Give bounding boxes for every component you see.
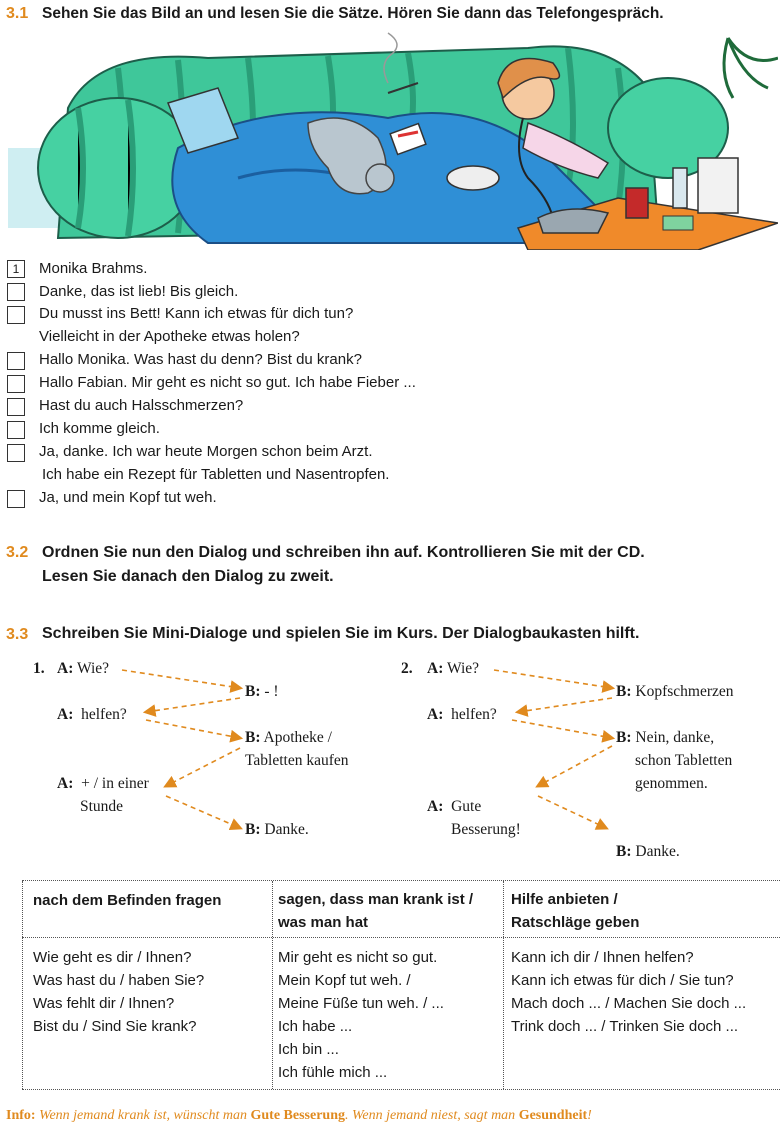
dialog-1-number: 1. xyxy=(33,660,45,677)
dialog-1-a3: A: + / in einer xyxy=(57,775,149,792)
dialog-2-a3-line-2: Besserung! xyxy=(451,821,521,838)
dialog-2-b2: B: Nein, danke, xyxy=(616,729,715,746)
table-header-2-line-2: was man hat xyxy=(278,914,369,931)
dialog-2-a2: A: helfen? xyxy=(427,706,497,723)
table-cell: Bist du / Sind Sie krank? xyxy=(33,1018,197,1035)
sentence-4: Hallo Monika. Was hast du denn? Bist du krank? xyxy=(39,351,362,368)
table-header-3-line-1: Hilfe anbieten / xyxy=(511,891,618,908)
exercise-title-3-3: Schreiben Sie Mini-Dialoge und spielen Sie im Kurs. Der Dialogbaukasten hilft. xyxy=(42,625,640,642)
sentence-5: Hallo Fabian. Mir geht es nicht so gut. Ich habe Fieber ... xyxy=(39,374,416,391)
exercise-title-3-1: Sehen Sie das Bild an und lesen Sie die Sätze. Hören Sie dann das Telefongespräch. xyxy=(42,5,664,22)
dialog-1-a1: A: Wie? xyxy=(57,660,110,677)
order-checkbox[interactable] xyxy=(7,375,25,393)
dialog-1-b3: B: Danke. xyxy=(245,821,309,838)
sentence-8-line-1: Ja, danke. Ich war heute Morgen schon beim Arzt. xyxy=(39,443,373,460)
table-cell: Wie geht es dir / Ihnen? xyxy=(33,949,192,966)
order-checkbox[interactable]: 1 xyxy=(7,260,25,278)
order-checkbox[interactable] xyxy=(7,490,25,508)
table-cell: Meine Füße tun weh. / ... xyxy=(278,995,444,1012)
table-cell: Mach doch ... / Machen Sie doch ... xyxy=(511,995,747,1012)
table-cell: Ich bin ... xyxy=(278,1041,339,1058)
sentence-8-line-2: Ich habe ein Rezept für Tabletten und Nasentropfen. xyxy=(42,466,390,483)
dialog-1-b2: B: Apotheke / xyxy=(245,729,332,746)
dialog-1-a2: A: helfen? xyxy=(57,706,127,723)
dialog-1-b2-line-2: Tabletten kaufen xyxy=(245,752,349,769)
table-cell: Kann ich dir / Ihnen helfen? xyxy=(511,949,694,966)
order-checkbox[interactable] xyxy=(7,306,25,324)
table-cell: Was fehlt dir / Ihnen? xyxy=(33,995,175,1012)
table-cell: Kann ich etwas für dich / Sie tun? xyxy=(511,972,734,989)
order-checkbox[interactable] xyxy=(7,352,25,370)
dialog-2-number: 2. xyxy=(401,660,413,677)
phrase-table xyxy=(22,880,780,1090)
exercise-number-3-2: 3.2 xyxy=(6,544,29,561)
dialog-1-b1: B: - ! xyxy=(245,683,279,700)
dialog-2-b2-line-2: schon Tabletten xyxy=(635,752,733,769)
table-header-1: nach dem Befinden fragen xyxy=(33,892,222,909)
table-cell: Trink doch ... / Trinken Sie doch ... xyxy=(511,1018,739,1035)
order-checkbox[interactable] xyxy=(7,444,25,462)
exercise-number-3-3: 3.3 xyxy=(6,626,29,643)
exercise-title-3-2-line-1: Ordnen Sie nun den Dialog und schreiben ihn auf. Kontrollieren Sie mit der CD. xyxy=(42,544,645,561)
table-cell: Mein Kopf tut weh. / xyxy=(278,972,411,989)
dialog-1-a3-line-2: Stunde xyxy=(80,798,124,815)
dialog-2-a3: A: Gute xyxy=(427,798,482,815)
sentence-3-line-1: Du musst ins Bett! Kann ich etwas für dich tun? xyxy=(39,305,354,322)
order-checkbox[interactable] xyxy=(7,398,25,416)
dialog-2-b2-line-3: genommen. xyxy=(635,775,708,792)
order-checkbox[interactable] xyxy=(7,421,25,439)
sentence-1: Monika Brahms. xyxy=(39,260,148,277)
dialog-2-a1: A: Wie? xyxy=(427,660,480,677)
table-cell: Was hast du / haben Sie? xyxy=(33,972,205,989)
table-cell: Ich fühle mich ... xyxy=(278,1064,388,1081)
table-header-3-line-2: Ratschläge geben xyxy=(511,914,640,931)
sentence-2: Danke, das ist lieb! Bis gleich. xyxy=(39,283,239,300)
sentence-3-line-2: Vielleicht in der Apotheke etwas holen? xyxy=(39,328,300,345)
sentence-6: Hast du auch Halsschmerzen? xyxy=(39,397,244,414)
exercise-title-3-2-line-2: Lesen Sie danach den Dialog zu zweit. xyxy=(42,568,334,585)
sentence-7: Ich komme gleich. xyxy=(39,420,160,437)
sentence-9: Ja, und mein Kopf tut weh. xyxy=(39,489,217,506)
table-header-2-line-1: sagen, dass man krank ist / xyxy=(278,891,474,908)
dialog-2-b3: B: Danke. xyxy=(616,843,680,860)
sick-woman-illustration xyxy=(8,28,778,250)
table-cell: Ich habe ... xyxy=(278,1018,353,1035)
order-checkbox[interactable] xyxy=(7,283,25,301)
table-cell: Mir geht es nicht so gut. xyxy=(278,949,438,966)
dialog-2-b1: B: Kopfschmerzen xyxy=(616,683,734,700)
info-note: Info: Wenn jemand krank ist, wünscht man Gute Besserung. Wenn jemand niest, sagt man Gesundheit! xyxy=(6,1108,592,1123)
exercise-number-3-1: 3.1 xyxy=(6,5,29,22)
